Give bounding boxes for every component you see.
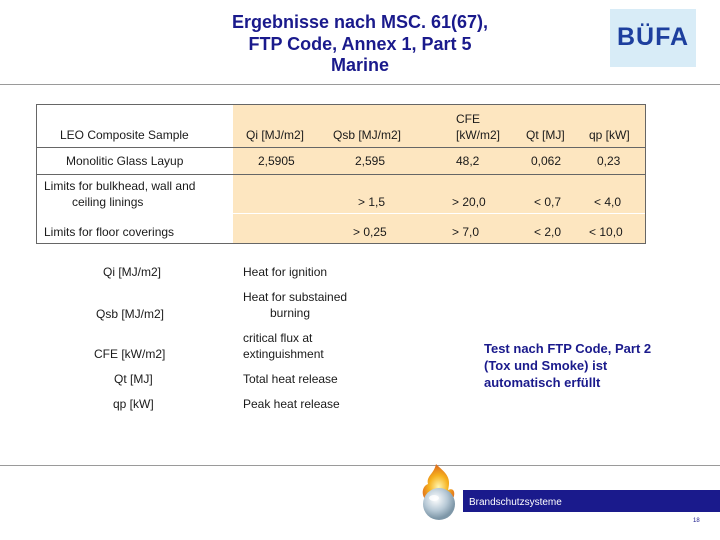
legend-term-qsb: Qsb [MJ/m2] xyxy=(96,307,165,321)
limits-shade xyxy=(233,175,645,243)
row1-qi: 2,5905 xyxy=(258,154,295,168)
legend-term-cfe: CFE [kW/m2] xyxy=(94,347,166,361)
legend-def-qp: Peak heat release xyxy=(243,397,340,411)
row1-qsb: 2,595 xyxy=(355,154,386,168)
table-rule-1 xyxy=(36,147,646,148)
table-border-bottom xyxy=(36,243,646,244)
col-header-cfe: CFE xyxy=(456,112,480,126)
title-line-1: Ergebnisse nach MSC. 61(67), xyxy=(231,12,489,32)
legend-def-cfe-line1: critical flux at xyxy=(243,331,313,345)
legend-term-qi: Qi [MJ/m2] xyxy=(103,265,162,279)
row1-label: Monolitic Glass Layup xyxy=(66,154,184,168)
note-line-3: automatisch erfüllt xyxy=(484,375,601,390)
title-line-2: FTP Code, Annex 1, Part 5 xyxy=(248,33,472,54)
legend-def-qsb-line1: Heat for substained xyxy=(243,290,348,304)
row2-qsb: > 1,5 xyxy=(358,195,386,209)
col-header-qi: Qi [MJ/m2] xyxy=(246,128,305,142)
row2-qp: < 4,0 xyxy=(594,195,622,209)
bufa-logo xyxy=(610,9,696,67)
col-header-sample: LEO Composite Sample xyxy=(60,128,189,142)
row2-label-line1: Limits for bulkhead, wall and xyxy=(44,179,196,193)
row1-cfe: 48,2 xyxy=(456,154,480,168)
bottom-rule xyxy=(0,465,720,466)
page-number: 18 xyxy=(693,518,700,524)
table-border-right xyxy=(645,104,646,244)
note-line-2: (Tox und Smoke) ist xyxy=(484,358,608,373)
col-header-cfe-unit: [kW/m2] xyxy=(456,128,500,142)
top-rule xyxy=(0,84,720,85)
legend-def-cfe-line2: extinguishment xyxy=(243,347,324,361)
note-line-1: Test nach FTP Code, Part 2 xyxy=(484,341,652,356)
legend-def-qi: Heat for ignition xyxy=(243,265,328,279)
fire-ball-icon xyxy=(414,460,464,524)
col-header-qp: qp [kW] xyxy=(589,128,630,142)
table-border-left xyxy=(36,104,37,244)
footer-brand-text: Brandschutzsysteme xyxy=(469,497,562,508)
row2-label-line2: ceiling linings xyxy=(72,195,144,209)
title-line-3: Marine xyxy=(330,55,390,75)
table-border-top xyxy=(36,104,646,105)
row2-qt: < 0,7 xyxy=(534,195,562,209)
row1-qp: 0,23 xyxy=(597,154,621,168)
legend-term-qt: Qt [MJ] xyxy=(114,372,153,386)
table-rule-2 xyxy=(36,174,646,175)
row3-qsb: > 0,25 xyxy=(353,225,387,239)
row3-cfe: > 7,0 xyxy=(452,225,480,239)
col-header-qsb: Qsb [MJ/m2] xyxy=(333,128,402,142)
legend-def-qt: Total heat release xyxy=(243,372,338,386)
row3-qt: < 2,0 xyxy=(534,225,562,239)
row3-label: Limits for floor coverings xyxy=(44,225,175,239)
ftp-part2-note xyxy=(484,340,694,391)
row1-qt: 0,062 xyxy=(531,154,562,168)
logo-text: BÜFA xyxy=(616,23,690,51)
table-rule-3 xyxy=(233,213,645,214)
col-header-qt: Qt [MJ] xyxy=(526,128,565,142)
row2-cfe: > 20,0 xyxy=(452,195,486,209)
row3-qp: < 10,0 xyxy=(589,225,623,239)
legend-term-qp: qp [kW] xyxy=(113,397,154,411)
legend-def-qsb-line2: burning xyxy=(270,306,311,320)
slide-title xyxy=(150,12,570,77)
